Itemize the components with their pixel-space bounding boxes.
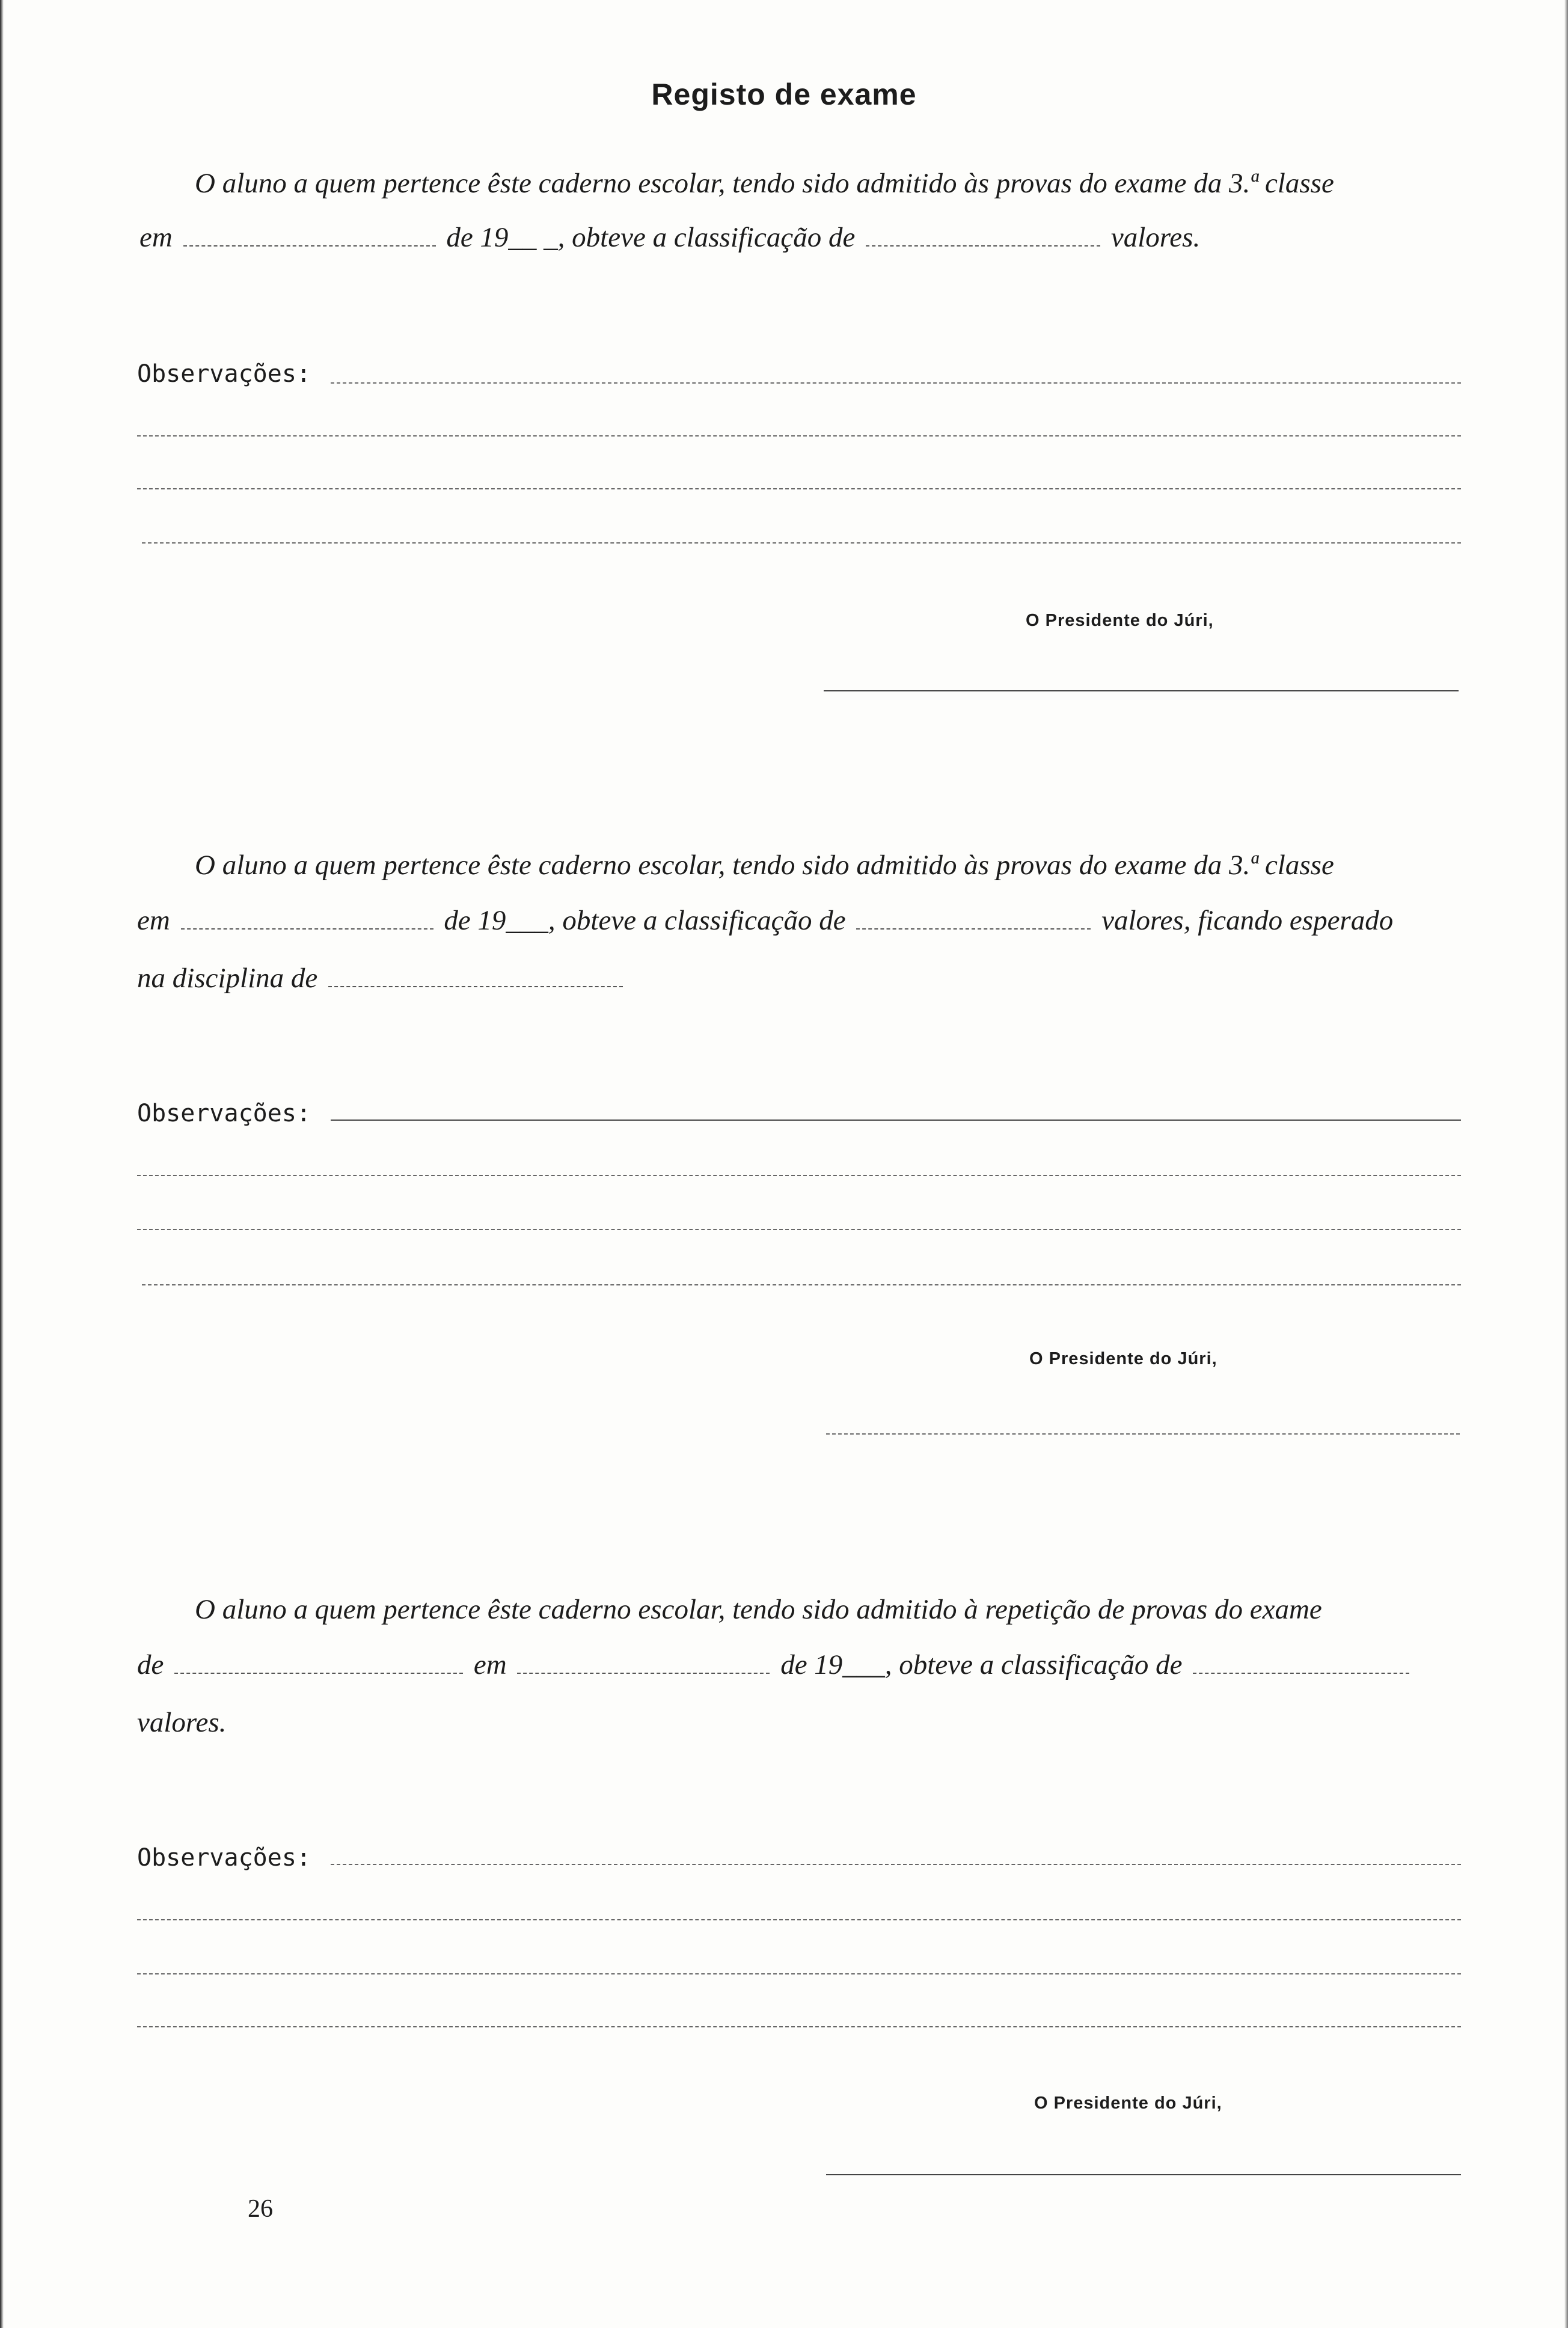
section2-line1: O aluno a quem pertence êste caderno escolar, tendo sido admitido às provas do exame da 3.ª classe xyxy=(195,850,1334,881)
section2-date-blank[interactable] xyxy=(181,928,433,930)
section3-line1: O aluno a quem pertence êste caderno escolar, tendo sido admitido à repetição de provas do exame xyxy=(195,1594,1322,1625)
section3-observation-line[interactable] xyxy=(137,1973,1461,1974)
section1-observations-label: Observações: xyxy=(137,360,311,388)
section3-date-blank[interactable] xyxy=(517,1672,770,1674)
section2-valores-text: valores, ficando esperado xyxy=(1101,905,1394,936)
section1-date-blank[interactable] xyxy=(183,245,436,247)
section2-observation-line[interactable] xyxy=(142,1284,1461,1285)
page-title: Registo de exame xyxy=(651,78,917,111)
section2-observations-label: Observações: xyxy=(137,1100,311,1127)
section2-line2 xyxy=(137,907,1393,935)
section2-observation-line[interactable] xyxy=(137,1229,1461,1230)
section2-discipline-blank[interactable] xyxy=(328,985,623,987)
section3-observations-label: Observações: xyxy=(137,1844,311,1872)
page-left-edge xyxy=(0,0,4,2328)
section3-signature-line[interactable] xyxy=(826,2174,1461,2175)
section3-observation-line[interactable] xyxy=(137,2026,1461,2027)
section1-line1: O aluno a quem pertence êste caderno escolar, tendo sido admitido às provas do exame da 3.ª classe xyxy=(195,168,1334,199)
page-number: 26 xyxy=(248,2195,273,2223)
section1-grade-blank[interactable] xyxy=(866,245,1100,247)
section2-em-text: em xyxy=(137,905,170,936)
section2-signature-line[interactable] xyxy=(826,1433,1460,1435)
section1-signature-line[interactable] xyxy=(824,690,1459,691)
section2-disciplina-text: na disciplina de xyxy=(137,963,318,994)
section3-observation-line[interactable] xyxy=(137,1919,1461,1920)
section3-president-label: O Presidente do Júri, xyxy=(1034,2094,1222,2113)
section3-year-text: de 19___, obteve a classificação de xyxy=(780,1649,1183,1680)
section3-subject-blank[interactable] xyxy=(174,1672,463,1674)
section2-observation-line[interactable] xyxy=(331,1120,1461,1121)
section3-line3: valores. xyxy=(137,1707,227,1738)
page-right-edge xyxy=(1564,0,1568,2328)
section3-observation-line[interactable] xyxy=(331,1864,1461,1865)
section3-de-text: de xyxy=(137,1649,164,1680)
section1-observation-line[interactable] xyxy=(142,542,1461,544)
section1-observation-line[interactable] xyxy=(137,488,1461,489)
section1-valores-text: valores. xyxy=(1110,222,1201,253)
section2-grade-blank[interactable] xyxy=(856,928,1091,930)
section2-line3 xyxy=(137,964,626,993)
section3-em-text: em xyxy=(473,1649,507,1680)
section1-year-text: de 19__ _, obteve a classificação de xyxy=(446,222,856,253)
section2-observation-line[interactable] xyxy=(137,1175,1461,1176)
section1-observation-line[interactable] xyxy=(331,382,1461,384)
section2-president-label: O Presidente do Júri, xyxy=(1029,1349,1217,1368)
section1-em-text: em xyxy=(139,222,173,253)
section1-observation-line[interactable] xyxy=(137,435,1461,437)
section2-year-text: de 19___, obteve a classificação de xyxy=(444,905,846,936)
section1-president-label: O Presidente do Júri, xyxy=(1026,611,1214,630)
section3-grade-blank[interactable] xyxy=(1193,1672,1409,1674)
section1-line2 xyxy=(139,224,1200,252)
section3-line2 xyxy=(137,1651,1413,1679)
